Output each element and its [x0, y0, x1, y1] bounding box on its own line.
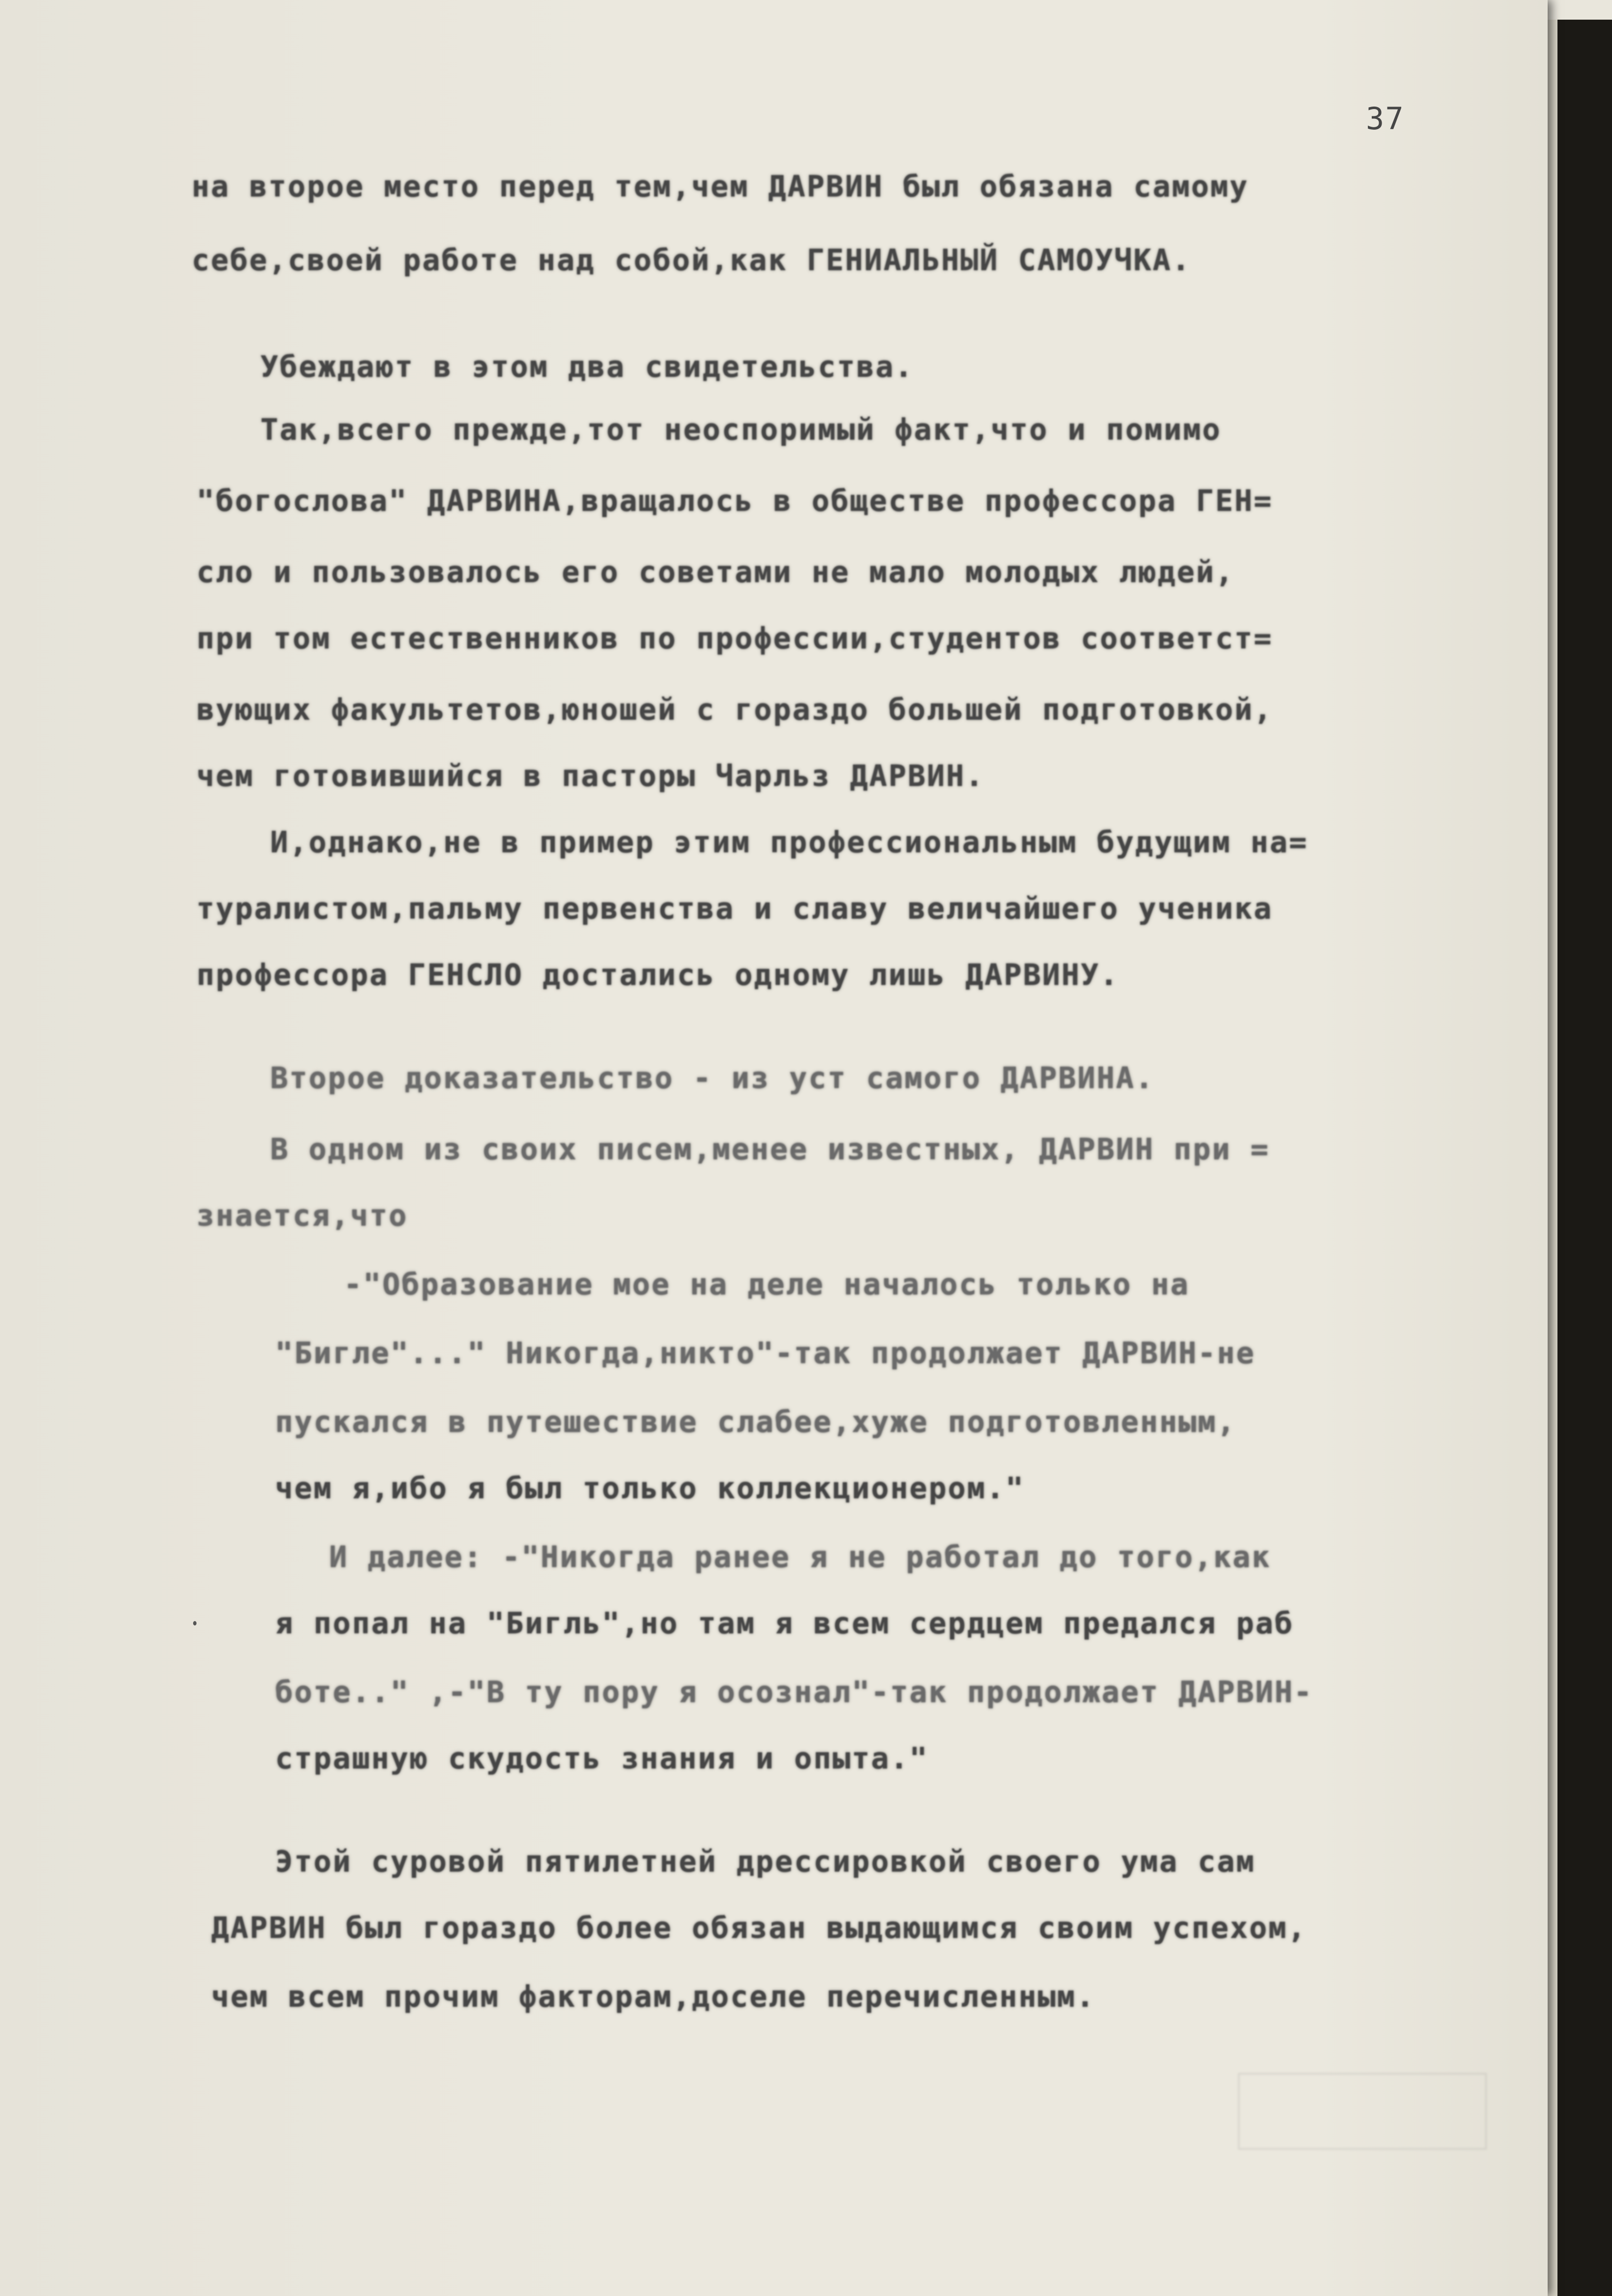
text-line: себе,своей работе над собой,как ГЕНИАЛЬНЫЙ САМОУЧКА.: [192, 243, 1191, 278]
sheet-edge: [1538, 0, 1612, 20]
text-line: страшную скудость знания и опыта.": [275, 1741, 929, 1776]
page-number: 37: [1366, 101, 1405, 137]
text-line: знается,что: [197, 1199, 408, 1233]
ink-dot: [193, 1621, 197, 1625]
text-line: -"Образование мое на деле началось только на: [344, 1267, 1190, 1302]
text-line: я попал на "Бигль",но там я всем сердцем предался раб: [275, 1606, 1294, 1641]
text-line: ДАРВИН был гораздо более обязан выдающимся своим успехом,: [211, 1911, 1307, 1945]
text-line: пускался в путешествие слабее,хуже подготовленным,: [275, 1405, 1237, 1439]
text-line: Так,всего прежде,тот неоспоримый факт,что и помимо: [260, 413, 1222, 447]
text-line: И,однако,не в пример этим профессиональным будущим на=: [270, 825, 1308, 860]
text-line: Этой суровой пятилетней дрессировкой своего ума сам: [275, 1845, 1256, 1879]
text-line: Убеждают в этом два свидетельства.: [260, 350, 914, 384]
text-line: И далее: -"Никогда ранее я не работал до того,как: [329, 1540, 1272, 1574]
text-line: профессора ГЕНСЛО достались одному лишь ДАРВИНУ.: [197, 958, 1119, 992]
text-line: чем я,ибо я был только коллекционером.": [275, 1471, 1025, 1506]
faded-stamp: [1238, 2073, 1487, 2150]
text-line: вующих факультетов,юношей с гораздо большей подготовкой,: [197, 693, 1273, 727]
text-line: туралистом,пальму первенства и славу величайшего ученика: [197, 892, 1273, 926]
text-line: "богослова" ДАРВИНА,вращалось в обществе профессора ГЕН=: [197, 484, 1273, 518]
text-line: "Бигле"..." Никогда,никто"-так продолжает ДАРВИН-не: [275, 1336, 1256, 1371]
text-line: боте.." ,-"В ту пору я осознал"-так продолжает ДАРВИН-: [275, 1675, 1313, 1709]
text-line: Второе доказательство - из уст самого ДАРВИНА.: [270, 1061, 1155, 1095]
text-line: В одном из своих писем,менее известных, ДАРВИН при =: [270, 1132, 1270, 1167]
text-line: при том естественников по профессии,студентов соответст=: [197, 621, 1273, 656]
text-line: чем готовившийся в пасторы Чарльз ДАРВИН.: [197, 759, 985, 793]
text-line: на второе место перед тем,чем ДАРВИН был обязана самому: [192, 169, 1249, 204]
text-line: чем всем прочим факторам,доселе перечисленным.: [211, 1980, 1096, 2014]
text-line: сло и пользовалось его советами не мало молодых людей,: [197, 555, 1235, 589]
